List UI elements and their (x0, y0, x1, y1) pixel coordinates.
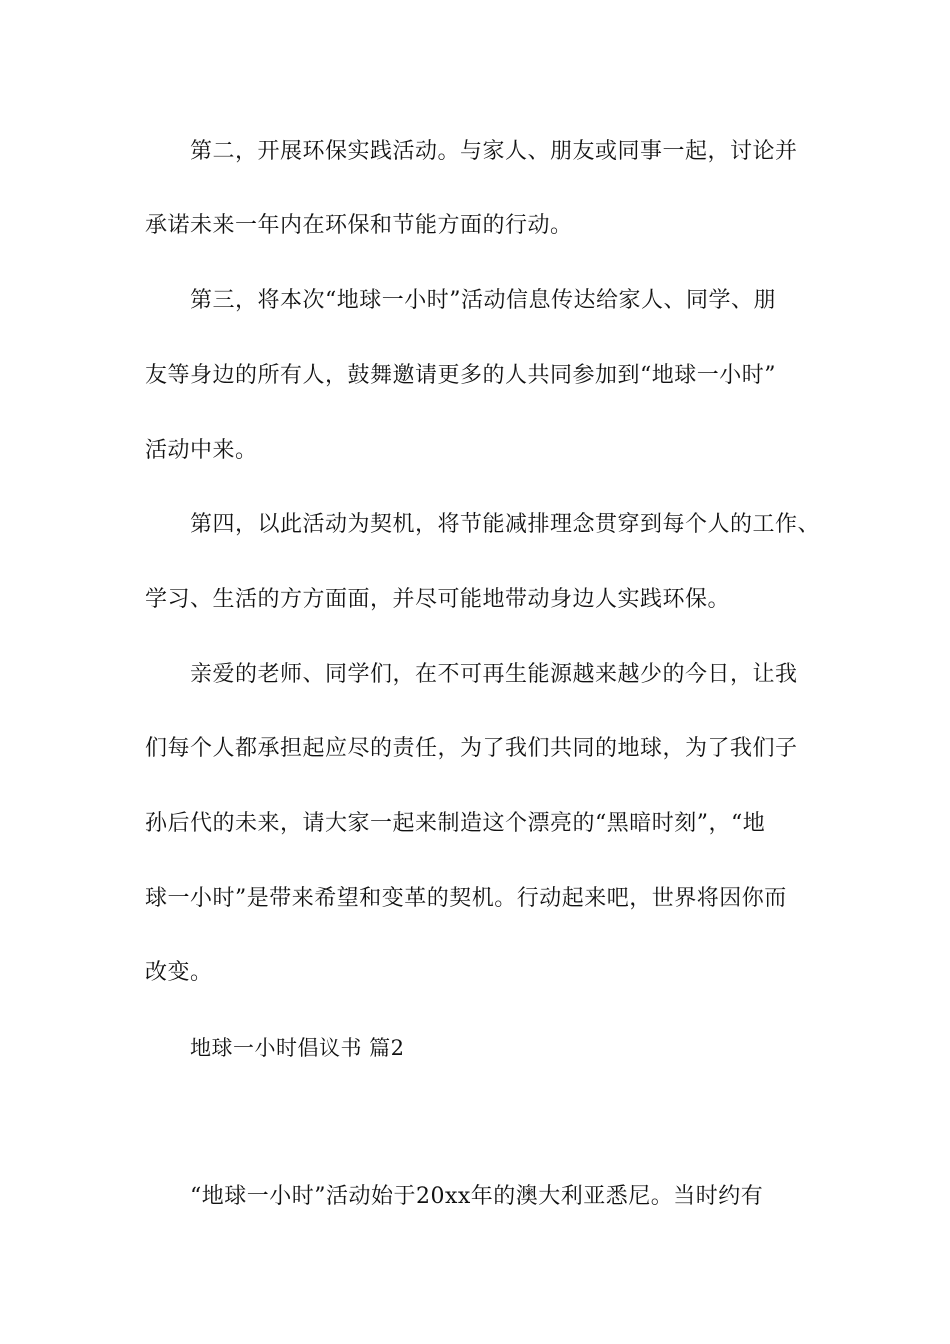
paragraph-line: 亲爱的老师、同学们，在不可再生能源越来越少的今日，让我 (190, 662, 798, 687)
paragraph-line: 友等身边的所有人，鼓舞邀请更多的人共同参加到“地球一小时” (145, 363, 776, 388)
section-heading: 地球一小时倡议书 篇2 (190, 1036, 405, 1060)
paragraph-line: 改变。 (145, 960, 213, 985)
paragraph-line: 承诺未来一年内在环保和节能方面的行动。 (145, 213, 573, 238)
paragraph-line: 们每个人都承担起应尽的责任，为了我们共同的地球，为了我们子 (145, 736, 798, 761)
paragraph-line: 学习、生活的方方面面，并尽可能地带动身边人实践环保。 (145, 587, 731, 612)
paragraph-line: 球一小时”是带来希望和变革的契机。行动起来吧，世界将因你而 (145, 886, 787, 911)
paragraph-line: 第二，开展环保实践活动。与家人、朋友或同事一起，讨论并 (190, 139, 798, 164)
paragraph-line: 第三，将本次“地球一小时”活动信息传达给家人、同学、朋 (190, 288, 776, 313)
paragraph-line: 孙后代的未来，请大家一起来制造这个漂亮的“黑暗时刻”，“地 (145, 811, 766, 836)
paragraph-line: “地球一小时”活动始于20xx年的澳大利亚悉尼。当时约有 (190, 1184, 764, 1209)
paragraph-line: 第四，以此活动为契机，将节能减排理念贯穿到每个人的工作、 (190, 512, 821, 537)
paragraph-line: 活动中来。 (145, 438, 258, 463)
